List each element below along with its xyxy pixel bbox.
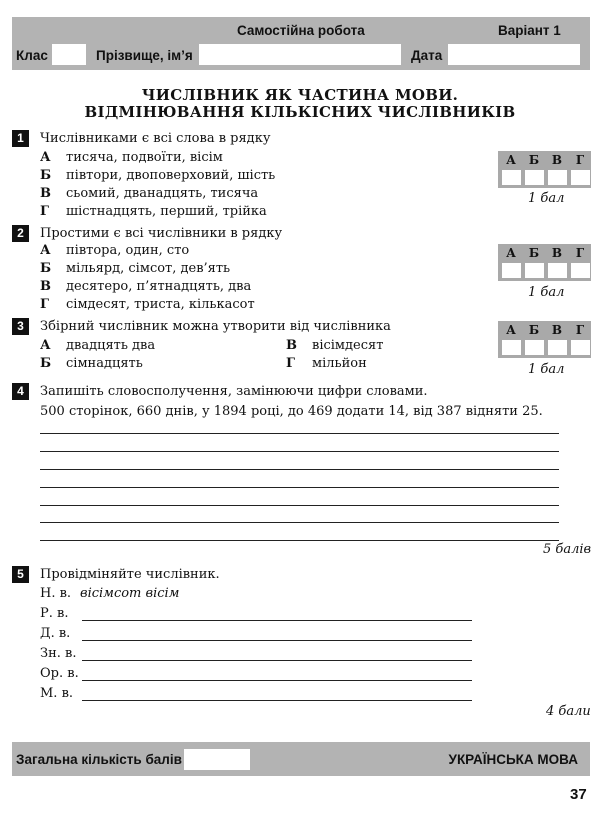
name-field[interactable] [199, 44, 401, 65]
case-label: Зн. в. [40, 646, 77, 661]
option-row: Г шістнадцять, перший, трійка [40, 204, 267, 219]
option-row: А півтора, один, сто [40, 243, 190, 258]
case-label: Д. в. [40, 626, 71, 641]
task-number: 4 [12, 383, 29, 400]
page-number: 37 [570, 786, 587, 803]
case-answer-line[interactable] [82, 640, 472, 641]
answer-cell[interactable] [502, 263, 521, 278]
points-label: 1 бал [528, 362, 565, 377]
task-question: Запишіть словосполучення, замінюючи цифри словами. [40, 384, 428, 399]
option-row: Б півтори, двоповерховий, шість [40, 168, 276, 183]
option-row: В вісімдесят [286, 338, 384, 353]
answer-grid: А Б В Г [498, 244, 591, 281]
work-type: Самостійна робота [237, 23, 365, 38]
footer-band [12, 742, 590, 776]
points-label: 1 бал [528, 191, 565, 206]
task-number: 3 [12, 318, 29, 335]
date-field[interactable] [448, 44, 580, 65]
answer-line[interactable] [40, 487, 559, 488]
case-label: Р. в. [40, 606, 69, 621]
answer-grid: А Б В Г [498, 321, 591, 358]
points-label: 4 бали [546, 704, 591, 719]
date-label: Дата [411, 48, 443, 63]
task-question: Числівниками є всі слова в рядку [40, 131, 271, 146]
answer-cell[interactable] [502, 340, 521, 355]
page-title-line2: ВІДМІНЮВАННЯ КІЛЬКІСНИХ ЧИСЛІВНИКІВ [84, 103, 516, 121]
option-row: Г сімдесят, триста, кількасот [40, 297, 255, 312]
class-label: Клас [16, 48, 48, 63]
answer-grid: А Б В Г [498, 151, 591, 188]
answer-cell[interactable] [548, 170, 567, 185]
case-answer-line[interactable] [82, 620, 472, 621]
class-field[interactable] [52, 44, 86, 65]
nominative-case-value: вісімсот вісім [80, 586, 180, 601]
answer-cell[interactable] [525, 340, 544, 355]
task-number: 2 [12, 225, 29, 242]
answer-line[interactable] [40, 433, 559, 434]
nominative-case-label: Н. в. [40, 586, 72, 601]
answer-cell[interactable] [502, 170, 521, 185]
variant-label: Варіант 1 [498, 23, 561, 38]
answer-cell[interactable] [571, 170, 590, 185]
header-band [12, 17, 590, 70]
option-row: Б мільярд, сімсот, дев’ять [40, 261, 231, 276]
option-row: В сьомий, дванадцять, тисяча [40, 186, 259, 201]
option-row: Г мільйон [286, 356, 367, 371]
task-number: 5 [12, 566, 29, 583]
points-label: 1 бал [528, 285, 565, 300]
answer-cell[interactable] [571, 340, 590, 355]
page-title-line1: ЧИСЛІВНИК ЯК ЧАСТИНА МОВИ. [141, 86, 459, 104]
answer-cell[interactable] [571, 263, 590, 278]
option-row: А тисяча, подвоїти, вісім [40, 150, 223, 165]
points-label: 5 балів [543, 542, 592, 557]
answer-cell[interactable] [525, 170, 544, 185]
option-row: А двадцять два [40, 338, 156, 353]
option-row: В десятеро, п’ятнадцять, два [40, 279, 252, 294]
case-label: Ор. в. [40, 666, 79, 681]
task-text: 500 сторінок, 660 днів, у 1894 році, до 469 додати 14, від 387 відняти 25. [40, 404, 543, 419]
task-question: Збірний числівник можна утворити від числівника [40, 319, 391, 334]
total-points-label: Загальна кількість балів [16, 752, 182, 767]
task-number: 1 [12, 130, 29, 147]
task-question: Простими є всі числівники в рядку [40, 226, 283, 241]
subject-label: УКРАЇНСЬКА МОВА [448, 752, 578, 767]
answer-line[interactable] [40, 469, 559, 470]
answer-cell[interactable] [525, 263, 544, 278]
answer-cell[interactable] [548, 340, 567, 355]
answer-line[interactable] [40, 522, 559, 523]
answer-cell[interactable] [548, 263, 567, 278]
case-answer-line[interactable] [82, 680, 472, 681]
answer-line[interactable] [40, 540, 559, 541]
answer-line[interactable] [40, 451, 559, 452]
option-row: Б сімнадцять [40, 356, 143, 371]
task-question: Провідміняйте числівник. [40, 567, 220, 582]
answer-line[interactable] [40, 505, 559, 506]
case-answer-line[interactable] [82, 660, 472, 661]
name-label: Прізвище, ім’я [96, 48, 193, 63]
total-points-field[interactable] [184, 749, 250, 770]
case-label: М. в. [40, 686, 74, 701]
case-answer-line[interactable] [82, 700, 472, 701]
